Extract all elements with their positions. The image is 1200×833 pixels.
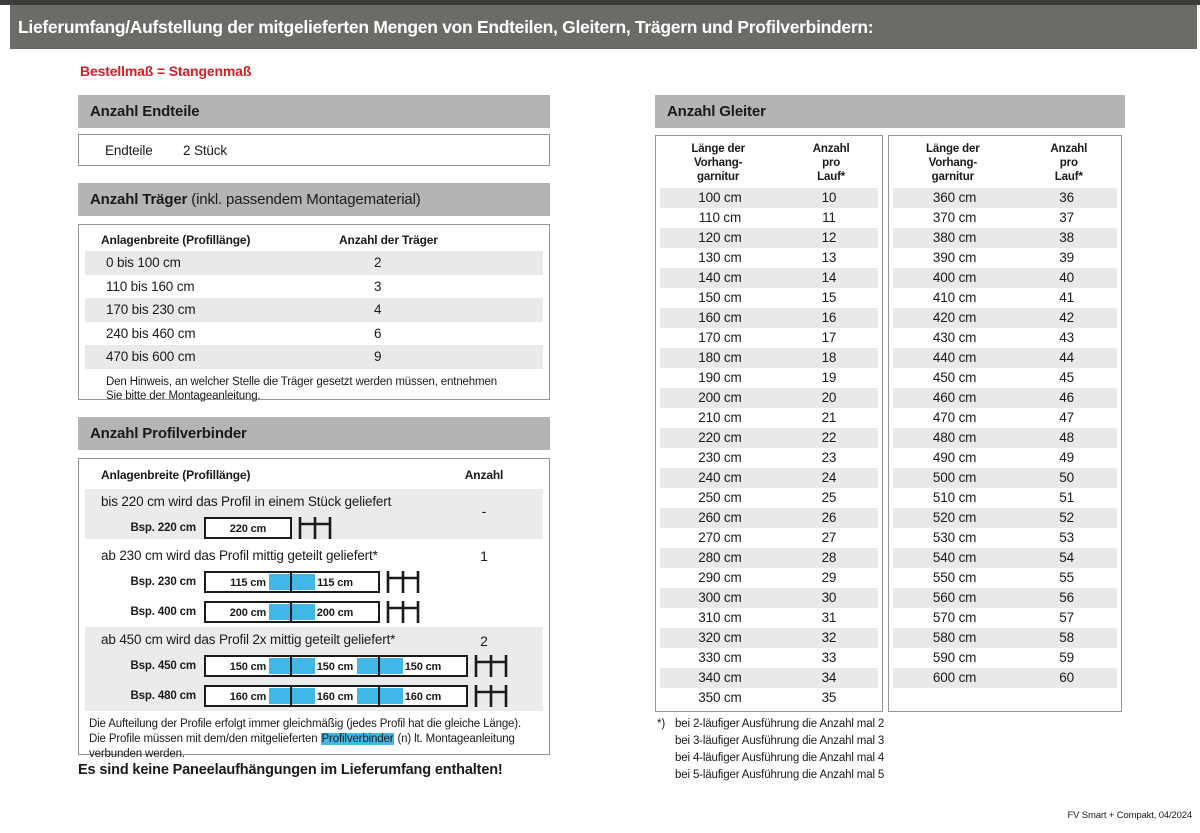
gleiter-rows-2 [893, 188, 1117, 688]
gleiter-count-cell: 24 [821, 470, 837, 485]
traeger-range-cell: 240 bis 460 cm [106, 325, 196, 341]
gleiter-length-cell: 440 cm [932, 350, 977, 365]
gleiter-length-cell: 460 cm [932, 390, 977, 405]
gleiter-length-cell: 530 cm [932, 530, 977, 545]
gleiter-col1-line: Länge der [691, 143, 745, 155]
gleiter-length-cell: 110 cm [698, 210, 742, 225]
table-row [893, 208, 1117, 228]
gleiter-length-cell: 100 cm [698, 190, 742, 205]
table-row [660, 348, 878, 368]
gleiter-count-cell: 22 [821, 430, 837, 445]
gleiter-col2-line: pro [822, 157, 841, 169]
table-row [893, 228, 1117, 248]
endteile-label: Endteile [105, 142, 153, 158]
profile-bar [204, 601, 380, 623]
gleiter-length-cell: 150 cm [698, 290, 742, 305]
gleiter-count-cell: 21 [821, 410, 837, 425]
profile-bar [204, 571, 380, 593]
table-row [893, 468, 1117, 488]
section-header-traeger-bold: Anzahl Träger [90, 191, 188, 208]
table-row [660, 688, 878, 708]
gleiter-count-cell: 35 [821, 690, 837, 705]
traeger-range-cell: 170 bis 230 cm [106, 302, 196, 317]
gleiter-rows-1 [660, 188, 878, 708]
gleiter-length-cell: 520 cm [932, 510, 977, 525]
table-row [893, 648, 1117, 668]
gleiter-count-cell: 17 [821, 330, 837, 345]
segment-length-label: 200 cm [229, 607, 267, 619]
gleiter-length-cell: 420 cm [932, 310, 977, 325]
segment-length-label: 115 cm [230, 577, 266, 589]
pv-col1-header: Anlagenbreite (Profillänge) [101, 468, 251, 482]
gleiter-length-cell: 430 cm [932, 330, 977, 345]
section-header-profilverbinder [78, 417, 550, 450]
table-row [660, 248, 878, 268]
pv-col2-header: Anzahl [464, 468, 504, 482]
gleiter-length-cell: 120 cm [698, 230, 742, 245]
example-label: Bsp. 400 cm [130, 606, 196, 618]
table-row [660, 368, 878, 388]
table-row [893, 428, 1117, 448]
pv-note-text-2: (n) lt. Montageanleitung verbunden werden. [89, 733, 515, 760]
gleiter-length-cell: 280 cm [698, 550, 742, 565]
gleiter-length-cell: 510 cm [932, 490, 977, 505]
gleiter-count-cell: 15 [821, 290, 837, 305]
table-row [660, 528, 878, 548]
segment-length-label: 160 cm [404, 691, 442, 703]
table-row [660, 488, 878, 508]
table-row [893, 348, 1117, 368]
table-row [660, 468, 878, 488]
traeger-range-cell: 470 bis 600 cm [106, 349, 196, 364]
gleiter-count-cell: 60 [1059, 670, 1074, 685]
gleiter-length-cell: 160 cm [698, 310, 742, 325]
gleiter-length-cell: 250 cm [698, 490, 742, 505]
footnote-line: bei 2-läufiger Ausführung die Anzahl mal 2 [675, 718, 885, 730]
gleiter-count-cell: 46 [1059, 390, 1074, 405]
traeger-table [78, 224, 550, 400]
document-version-footer: FV Smart + Compakt, 04/2024 [1067, 810, 1192, 821]
gleiter-length-cell: 600 cm [932, 670, 977, 685]
gleiter-length-cell: 560 cm [932, 590, 977, 605]
table-row [893, 488, 1117, 508]
gleiter-count-cell: 30 [821, 590, 837, 605]
example-label: Bsp. 450 cm [130, 660, 196, 672]
gleiter-count-cell: 54 [1059, 550, 1074, 565]
gleiter-length-cell: 410 cm [932, 290, 977, 305]
gleiter-count-cell: 44 [1059, 350, 1074, 365]
table-row [893, 188, 1117, 208]
table-row [660, 668, 878, 688]
table-row [893, 388, 1117, 408]
gleiter-count-cell: 43 [1059, 330, 1074, 345]
gleiter-count-cell: 50 [1059, 470, 1074, 485]
gleiter-length-cell: 180 cm [698, 350, 742, 365]
segment-length-label: 150 cm [229, 661, 267, 673]
table-row [893, 448, 1117, 468]
gleiter-count-cell: 26 [821, 510, 837, 525]
gleiter-length-cell: 550 cm [932, 570, 977, 585]
profile-segment [292, 571, 380, 593]
footnote-marker: *) [657, 718, 666, 730]
gleiter-length-cell: 340 cm [698, 670, 742, 685]
gleiter-length-cell: 260 cm [698, 510, 742, 525]
example-label: Bsp. 480 cm [130, 690, 196, 702]
gleiter-count-cell: 42 [1059, 310, 1074, 325]
gleiter-footnotes [657, 716, 884, 784]
footnote-line: bei 3-läufiger Ausführung die Anzahl mal 3 [675, 735, 885, 747]
table-row [893, 408, 1117, 428]
pv-block-text: ab 450 cm wird das Profil 2x mittig geteilt geliefert* [101, 632, 396, 647]
table-row [893, 588, 1117, 608]
table-row [660, 508, 878, 528]
profile-segment [380, 685, 468, 707]
gleiter-table-2-header [889, 136, 1121, 188]
gleiter-col2-line: pro [1059, 157, 1078, 169]
gleiter-count-cell: 19 [821, 370, 837, 385]
page-title: Lieferumfang/Aufstellung der mitgelieferten Mengen von Endteilen, Gleitern, Trägern und Profilverbindern: [18, 17, 874, 37]
table-row [660, 328, 878, 348]
traeger-range-cell: 0 bis 100 cm [106, 255, 181, 270]
gleiter-count-cell: 48 [1059, 430, 1074, 445]
gleiter-count-cell: 59 [1059, 650, 1074, 665]
table-row [660, 648, 878, 668]
gleiter-length-cell: 190 cm [698, 370, 742, 385]
table-row [893, 288, 1117, 308]
gleiter-length-cell: 140 cm [698, 270, 742, 285]
table-row [893, 608, 1117, 628]
gleiter-length-cell: 220 cm [698, 430, 742, 445]
gleiter-table-1 [655, 135, 883, 712]
no-panel-hangers-warning: Es sind keine Paneelaufhängungen im Lieferumfang enthalten! [78, 762, 503, 778]
gleiter-count-cell: 14 [821, 270, 837, 285]
gleiter-col2-line: Anzahl [1050, 143, 1088, 155]
gleiter-col2-line: Lauf* [1054, 171, 1083, 183]
gleiter-length-cell: 300 cm [698, 590, 742, 605]
table-row [660, 288, 878, 308]
order-measure-note: Bestellmaß = Stangenmaß [80, 63, 252, 79]
gleiter-count-cell: 51 [1059, 490, 1074, 505]
table-row [893, 308, 1117, 328]
gleiter-count-cell: 13 [821, 250, 837, 265]
traeger-note: Den Hinweis, an welcher Stelle die Träger gesetzt werden müssen, entnehmen Sie bitte der Montageanleitung. [106, 375, 497, 402]
table-row [85, 345, 543, 369]
gleiter-count-cell: 29 [821, 570, 837, 585]
table-row [660, 228, 878, 248]
gleiter-length-cell: 480 cm [932, 430, 977, 445]
section-header-profilverbinder-label: Anzahl Profilverbinder [90, 425, 247, 442]
gleiter-length-cell: 380 cm [932, 230, 977, 245]
profile-endcap-icon [473, 685, 509, 707]
gleiter-col2-header [780, 142, 882, 188]
gleiter-length-cell: 580 cm [932, 630, 977, 645]
example-label: Bsp. 220 cm [130, 522, 196, 534]
gleiter-length-cell: 240 cm [698, 470, 742, 485]
gleiter-length-cell: 570 cm [932, 610, 977, 625]
table-row [660, 628, 878, 648]
gleiter-length-cell: 360 cm [932, 190, 977, 205]
gleiter-length-cell: 290 cm [698, 570, 742, 585]
traeger-col1-header: Anlagenbreite (Profillänge) [101, 233, 251, 247]
profile-bar [204, 685, 468, 707]
gleiter-length-cell: 130 cm [698, 250, 742, 265]
table-row [893, 628, 1117, 648]
footnote-line: bei 4-läufiger Ausführung die Anzahl mal 4 [675, 752, 885, 764]
section-header-gleiter [655, 95, 1125, 128]
endteile-table [78, 134, 550, 166]
footnote-line: bei 5-läufiger Ausführung die Anzahl mal 5 [675, 769, 885, 781]
profile-example-row [85, 685, 543, 707]
gleiter-length-cell: 500 cm [932, 470, 977, 485]
gleiter-length-cell: 590 cm [932, 650, 977, 665]
gleiter-count-cell: 11 [822, 210, 836, 225]
segment-length-label: 150 cm [404, 661, 442, 673]
gleiter-length-cell: 400 cm [932, 270, 977, 285]
gleiter-length-cell: 320 cm [698, 630, 742, 645]
gleiter-count-cell: 27 [821, 530, 837, 545]
table-row [893, 368, 1117, 388]
table-row [660, 428, 878, 448]
gleiter-length-cell: 200 cm [698, 390, 742, 405]
profile-example-row [85, 517, 543, 539]
profile-endcap-icon [385, 571, 421, 593]
gleiter-count-cell: 38 [1059, 230, 1074, 245]
gleiter-count-cell: 23 [821, 450, 837, 465]
table-row [893, 668, 1117, 688]
table-row [85, 275, 543, 299]
gleiter-count-cell: 41 [1059, 290, 1074, 305]
table-row [660, 588, 878, 608]
table-row [660, 188, 878, 208]
gleiter-count-cell: 32 [821, 630, 837, 645]
section-header-traeger-normal: (inkl. passendem Montagematerial) [187, 191, 421, 208]
example-label: Bsp. 230 cm [130, 576, 196, 588]
gleiter-count-cell: 52 [1059, 510, 1074, 525]
gleiter-length-cell: 230 cm [698, 450, 742, 465]
table-row [893, 248, 1117, 268]
pv-note [89, 717, 535, 762]
profile-example-row [85, 571, 543, 593]
segment-length-label: 115 cm [317, 577, 353, 589]
profile-bar [204, 655, 468, 677]
section-header-gleiter-label: Anzahl Gleiter [667, 103, 766, 120]
gleiter-count-cell: 55 [1059, 570, 1074, 585]
gleiter-count-cell: 10 [821, 190, 837, 205]
pv-block-count: 1 [480, 548, 488, 564]
profile-endcap-icon [473, 655, 509, 677]
table-row [893, 328, 1117, 348]
gleiter-count-cell: 45 [1059, 370, 1074, 385]
gleiter-count-cell: 20 [821, 390, 837, 405]
traeger-count-cell: 4 [374, 302, 382, 317]
profile-example-row [85, 655, 543, 677]
pv-block-text: bis 220 cm wird das Profil in einem Stück geliefert [101, 494, 392, 509]
pv-note-highlight: Profilverbinder [321, 733, 394, 745]
traeger-count-cell: 6 [374, 325, 382, 341]
gleiter-count-cell: 34 [821, 670, 837, 685]
gleiter-count-cell: 47 [1059, 410, 1074, 425]
gleiter-length-cell: 490 cm [932, 450, 977, 465]
section-header-endteile [78, 95, 550, 128]
gleiter-col1-line: garnitur [697, 171, 740, 183]
gleiter-length-cell: 470 cm [932, 410, 977, 425]
gleiter-length-cell: 310 cm [698, 610, 742, 625]
gleiter-col1-header [656, 142, 780, 188]
gleiter-count-cell: 40 [1059, 270, 1074, 285]
segment-length-label: 160 cm [316, 691, 354, 703]
gleiter-count-cell: 58 [1059, 630, 1074, 645]
gleiter-count-cell: 28 [821, 550, 837, 565]
table-row [660, 208, 878, 228]
gleiter-count-cell: 57 [1059, 610, 1074, 625]
gleiter-count-cell: 37 [1059, 210, 1074, 225]
title-bar [10, 5, 1197, 49]
gleiter-count-cell: 33 [821, 650, 837, 665]
segment-length-label: 200 cm [316, 607, 354, 619]
segment-length-label: 160 cm [229, 691, 267, 703]
table-row [85, 298, 543, 322]
table-row [85, 322, 543, 346]
gleiter-length-cell: 170 cm [698, 330, 742, 345]
pv-block-count: - [481, 503, 487, 519]
gleiter-length-cell: 210 cm [698, 410, 742, 425]
gleiter-col1-line: Länge der [925, 143, 980, 155]
table-row [893, 268, 1117, 288]
gleiter-count-cell: 49 [1059, 450, 1074, 465]
table-row [893, 528, 1117, 548]
pv-block-count: 2 [480, 633, 488, 649]
table-row [660, 308, 878, 328]
gleiter-count-cell: 39 [1059, 250, 1074, 265]
traeger-range-cell: 110 bis 160 cm [106, 278, 195, 294]
gleiter-count-cell: 16 [821, 310, 837, 325]
gleiter-count-cell: 12 [821, 230, 837, 245]
pv-block-bis-220 [85, 489, 543, 539]
footnote-lines [657, 716, 884, 784]
traeger-rows [85, 251, 543, 369]
profilverbinder-table [78, 458, 550, 760]
section-header-endteile-label: Anzahl Endteile [90, 103, 200, 120]
gleiter-col1-line: garnitur [931, 171, 974, 183]
pv-block-ab-450 [85, 627, 543, 711]
gleiter-length-cell: 390 cm [932, 250, 977, 265]
table-row [660, 448, 878, 468]
table-row [660, 388, 878, 408]
profile-endcap-icon [385, 601, 421, 623]
profile-bar [204, 517, 292, 539]
pv-block-text: ab 230 cm wird das Profil mittig geteilt geliefert* [101, 548, 378, 563]
gleiter-length-cell: 270 cm [698, 530, 742, 545]
gleiter-col2-header [1017, 142, 1121, 188]
gleiter-count-cell: 25 [821, 490, 837, 505]
segment-length-label: 220 cm [229, 523, 267, 535]
table-row [893, 548, 1117, 568]
gleiter-col2-line: Anzahl [812, 143, 850, 155]
traeger-count-cell: 3 [374, 278, 382, 294]
endteile-value: 2 Stück [183, 142, 227, 158]
gleiter-count-cell: 53 [1059, 530, 1074, 545]
gleiter-col1-line: Vorhang- [693, 157, 743, 169]
gleiter-table-1-header [656, 136, 882, 188]
pv-block-ab-230 [85, 543, 543, 623]
table-row [660, 268, 878, 288]
gleiter-count-cell: 18 [821, 350, 837, 365]
table-row [85, 251, 543, 275]
profile-segment [292, 601, 380, 623]
table-row [893, 508, 1117, 528]
gleiter-count-cell: 31 [821, 610, 837, 625]
profile-segment [204, 517, 292, 539]
gleiter-length-cell: 540 cm [932, 550, 977, 565]
table-row [660, 608, 878, 628]
gleiter-count-cell: 36 [1059, 190, 1074, 205]
gleiter-length-cell: 450 cm [932, 370, 977, 385]
gleiter-length-cell: 330 cm [698, 650, 742, 665]
table-row [660, 408, 878, 428]
gleiter-col1-line: Vorhang- [928, 157, 977, 169]
gleiter-col2-line: Lauf* [817, 171, 846, 183]
profile-example-row [85, 601, 543, 623]
gleiter-table-2 [888, 135, 1122, 712]
profilverbinder-table-header [79, 459, 549, 489]
table-row [660, 568, 878, 588]
traeger-col2-header: Anzahl der Träger [339, 233, 438, 247]
table-row [893, 568, 1117, 588]
traeger-count-cell: 2 [374, 255, 382, 270]
table-row [660, 548, 878, 568]
gleiter-length-cell: 350 cm [698, 690, 742, 705]
gleiter-length-cell: 370 cm [932, 210, 977, 225]
gleiter-col1-header [889, 142, 1017, 188]
pv-blocks [85, 489, 543, 711]
traeger-table-header [79, 225, 549, 251]
section-header-traeger [78, 183, 550, 216]
profile-segment [380, 655, 468, 677]
pv-note-text-1: Die Aufteilung der Profile erfolgt immer gleichmäßig (jedes Profil hat die gleiche Länge). Die Profile müssen mit dem/den mitgelieferten [89, 718, 522, 745]
segment-length-label: 150 cm [316, 661, 354, 673]
profile-endcap-icon [297, 517, 333, 539]
traeger-count-cell: 9 [374, 349, 382, 364]
gleiter-count-cell: 56 [1059, 590, 1074, 605]
